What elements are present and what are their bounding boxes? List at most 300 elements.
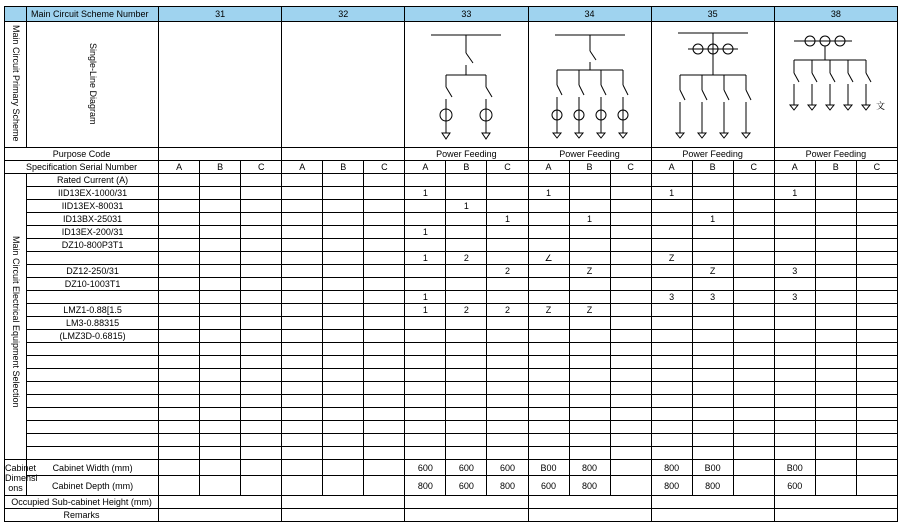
equipment-cell xyxy=(815,200,856,213)
equipment-row xyxy=(5,304,898,317)
equipment-cell xyxy=(323,239,364,252)
rated-current-cell xyxy=(446,174,487,187)
equipment-cell xyxy=(856,369,897,382)
equipment-row xyxy=(5,213,898,226)
equipment-cell xyxy=(815,291,856,304)
equipment-cell xyxy=(856,434,897,447)
rated-current-cell xyxy=(774,174,815,187)
equipment-cell xyxy=(692,356,733,369)
equipment-cell xyxy=(651,226,692,239)
equipment-cell xyxy=(815,213,856,226)
equipment-cell xyxy=(446,213,487,226)
cabinet-depth-row xyxy=(5,476,898,496)
equipment-cell xyxy=(446,356,487,369)
equipment-cell xyxy=(282,330,323,343)
equipment-selection-label: Main Circuit Electrical Equipment Selection xyxy=(5,187,27,460)
equipment-cell xyxy=(241,330,282,343)
equipment-cell xyxy=(323,187,364,200)
subcabinet-height-cell xyxy=(159,496,282,509)
equipment-cell xyxy=(364,330,405,343)
equipment-cell xyxy=(200,421,241,434)
equipment-cell xyxy=(610,317,651,330)
equipment-cell xyxy=(733,408,774,421)
equipment-name xyxy=(27,408,159,421)
equipment-cell: 1 xyxy=(405,252,446,265)
cabinet-depth-cell xyxy=(856,476,897,496)
scheme-number-34: 34 xyxy=(528,7,651,22)
cabinet-width-cell: B00 xyxy=(528,460,569,476)
spec-cell: A xyxy=(774,161,815,174)
equipment-cell xyxy=(528,369,569,382)
equipment-cell xyxy=(815,343,856,356)
equipment-cell xyxy=(610,395,651,408)
spec-serial-label: Specification Serial Number xyxy=(5,161,159,174)
equipment-name xyxy=(27,291,159,304)
equipment-cell xyxy=(241,447,282,460)
spec-cell: C xyxy=(364,161,405,174)
purpose-code-label: Purpose Code xyxy=(5,148,159,161)
cabinet-width-cell xyxy=(856,460,897,476)
equipment-cell: 3 xyxy=(692,291,733,304)
equipment-cell xyxy=(528,395,569,408)
purpose-33: Power Feeding xyxy=(405,148,528,161)
equipment-cell xyxy=(815,304,856,317)
equipment-cell xyxy=(569,291,610,304)
equipment-cell xyxy=(364,421,405,434)
equipment-cell xyxy=(692,278,733,291)
scheme-number-33: 33 xyxy=(405,7,528,22)
equipment-cell xyxy=(774,421,815,434)
equipment-cell xyxy=(733,200,774,213)
equipment-cell xyxy=(856,304,897,317)
equipment-cell xyxy=(651,239,692,252)
equipment-cell xyxy=(200,382,241,395)
equipment-cell xyxy=(200,317,241,330)
equipment-row xyxy=(5,395,898,408)
equipment-cell xyxy=(446,421,487,434)
equipment-cell xyxy=(610,226,651,239)
equipment-cell xyxy=(405,382,446,395)
diagram-35 xyxy=(651,22,774,148)
equipment-cell xyxy=(364,226,405,239)
equipment-cell xyxy=(364,369,405,382)
equipment-cell xyxy=(733,395,774,408)
equipment-cell xyxy=(446,239,487,252)
cabinet-width-cell xyxy=(323,460,364,476)
cabinet-width-cell xyxy=(241,460,282,476)
equipment-row xyxy=(5,317,898,330)
equipment-cell xyxy=(241,317,282,330)
equipment-cell: 3 xyxy=(651,291,692,304)
equipment-row xyxy=(5,343,898,356)
equipment-row xyxy=(5,187,898,200)
equipment-cell xyxy=(159,369,200,382)
equipment-cell xyxy=(774,356,815,369)
equipment-cell: 1 xyxy=(405,304,446,317)
equipment-row xyxy=(5,226,898,239)
scheme-number-31: 31 xyxy=(159,7,282,22)
equipment-cell: 1 xyxy=(569,213,610,226)
spec-cell: C xyxy=(610,161,651,174)
equipment-cell xyxy=(651,356,692,369)
equipment-cell xyxy=(282,265,323,278)
equipment-cell xyxy=(651,408,692,421)
equipment-cell xyxy=(733,421,774,434)
equipment-cell xyxy=(200,291,241,304)
equipment-cell xyxy=(815,408,856,421)
equipment-cell xyxy=(364,265,405,278)
equipment-cell xyxy=(487,382,528,395)
equipment-cell xyxy=(815,434,856,447)
equipment-cell xyxy=(364,252,405,265)
equipment-cell xyxy=(651,343,692,356)
remarks-cell xyxy=(528,509,651,522)
equipment-cell xyxy=(241,382,282,395)
equipment-cell xyxy=(651,330,692,343)
equipment-cell xyxy=(364,343,405,356)
equipment-cell xyxy=(692,369,733,382)
equipment-cell xyxy=(200,343,241,356)
equipment-cell xyxy=(487,317,528,330)
equipment-name: DZ10-800P3T1 xyxy=(27,239,159,252)
equipment-cell xyxy=(774,226,815,239)
equipment-cell xyxy=(815,278,856,291)
equipment-cell xyxy=(856,343,897,356)
equipment-cell xyxy=(241,356,282,369)
cabinet-depth-label: Cabinet Depth (mm) xyxy=(27,476,159,496)
cabinet-depth-cell xyxy=(241,476,282,496)
equipment-cell xyxy=(528,265,569,278)
equipment-name xyxy=(27,356,159,369)
equipment-row xyxy=(5,434,898,447)
equipment-cell xyxy=(487,200,528,213)
equipment-cell xyxy=(200,187,241,200)
equipment-name xyxy=(27,382,159,395)
equipment-name: LMZ1-0.88[1.5 xyxy=(27,304,159,317)
equipment-cell xyxy=(733,291,774,304)
equipment-cell xyxy=(733,226,774,239)
equipment-cell xyxy=(733,252,774,265)
equipment-cell xyxy=(569,317,610,330)
cabinet-depth-cell xyxy=(815,476,856,496)
equipment-cell xyxy=(446,187,487,200)
equipment-cell xyxy=(200,278,241,291)
equipment-cell xyxy=(610,382,651,395)
equipment-cell xyxy=(159,239,200,252)
cabinet-width-cell xyxy=(282,460,323,476)
equipment-cell xyxy=(692,200,733,213)
equipment-cell xyxy=(610,343,651,356)
equipment-cell xyxy=(569,278,610,291)
equipment-cell xyxy=(528,356,569,369)
equipment-cell xyxy=(200,369,241,382)
equipment-cell xyxy=(528,382,569,395)
cabinet-width-cell xyxy=(733,460,774,476)
equipment-cell xyxy=(651,382,692,395)
equipment-cell xyxy=(364,408,405,421)
equipment-cell xyxy=(774,343,815,356)
equipment-cell xyxy=(692,408,733,421)
equipment-cell xyxy=(651,265,692,278)
equipment-cell xyxy=(692,343,733,356)
equipment-cell xyxy=(692,239,733,252)
equipment-row xyxy=(5,369,898,382)
equipment-cell xyxy=(733,330,774,343)
equipment-row xyxy=(5,356,898,369)
equipment-cell xyxy=(282,408,323,421)
equipment-cell xyxy=(774,239,815,252)
equipment-cell xyxy=(569,395,610,408)
equipment-cell xyxy=(610,330,651,343)
equipment-cell xyxy=(610,304,651,317)
equipment-cell xyxy=(446,447,487,460)
equipment-cell xyxy=(856,200,897,213)
cabinet-depth-cell xyxy=(282,476,323,496)
equipment-cell xyxy=(610,252,651,265)
equipment-cell xyxy=(733,382,774,395)
equipment-cell xyxy=(405,369,446,382)
equipment-cell xyxy=(241,200,282,213)
equipment-cell xyxy=(774,252,815,265)
equipment-cell xyxy=(282,317,323,330)
equipment-cell xyxy=(364,239,405,252)
equipment-row xyxy=(5,239,898,252)
equipment-cell xyxy=(815,317,856,330)
equipment-cell xyxy=(569,200,610,213)
equipment-cell xyxy=(405,408,446,421)
equipment-cell xyxy=(159,408,200,421)
equipment-cell xyxy=(528,200,569,213)
equipment-cell xyxy=(651,213,692,226)
equipment-cell xyxy=(610,434,651,447)
equipment-cell xyxy=(405,317,446,330)
spec-cell: C xyxy=(241,161,282,174)
equipment-cell xyxy=(815,330,856,343)
equipment-cell xyxy=(569,447,610,460)
equipment-cell xyxy=(692,421,733,434)
cabinet-dimensions-label: Cabinet Dimensi ons xyxy=(5,460,27,496)
equipment-name: ID13EX-200/31 xyxy=(27,226,159,239)
equipment-cell xyxy=(815,226,856,239)
equipment-cell xyxy=(241,408,282,421)
purpose-32 xyxy=(282,148,405,161)
equipment-cell xyxy=(159,213,200,226)
rated-current-cell xyxy=(159,174,200,187)
equipment-cell xyxy=(733,369,774,382)
equipment-name xyxy=(27,434,159,447)
rated-current-cell xyxy=(856,174,897,187)
equipment-cell xyxy=(323,213,364,226)
equipment-cell xyxy=(651,278,692,291)
single-line-diagram-38 xyxy=(780,25,892,145)
equipment-cell xyxy=(405,239,446,252)
header-row xyxy=(5,7,898,22)
equipment-cell: 1 xyxy=(405,187,446,200)
equipment-cell xyxy=(856,447,897,460)
equipment-cell xyxy=(733,187,774,200)
equipment-cell xyxy=(241,278,282,291)
equipment-cell xyxy=(733,356,774,369)
equipment-cell xyxy=(200,239,241,252)
subcabinet-height-row xyxy=(5,496,898,509)
equipment-name: DZ10-1003T1 xyxy=(27,278,159,291)
equipment-name: LM3-0.88315 xyxy=(27,317,159,330)
equipment-cell: 1 xyxy=(774,187,815,200)
equipment-cell xyxy=(733,304,774,317)
equipment-cell xyxy=(610,187,651,200)
equipment-cell xyxy=(692,395,733,408)
remarks-row xyxy=(5,509,898,522)
equipment-cell xyxy=(856,265,897,278)
single-line-diagram-34 xyxy=(535,25,645,145)
equipment-cell xyxy=(323,278,364,291)
rated-current-cell xyxy=(610,174,651,187)
purpose-35: Power Feeding xyxy=(651,148,774,161)
equipment-cell xyxy=(569,421,610,434)
equipment-cell xyxy=(487,408,528,421)
equipment-cell xyxy=(446,382,487,395)
equipment-cell xyxy=(159,304,200,317)
equipment-name: IID13EX-1000/31 xyxy=(27,187,159,200)
equipment-cell xyxy=(569,187,610,200)
equipment-cell xyxy=(774,330,815,343)
equipment-cell xyxy=(446,434,487,447)
equipment-cell xyxy=(610,200,651,213)
equipment-name xyxy=(27,252,159,265)
equipment-cell xyxy=(159,395,200,408)
subcabinet-height-cell xyxy=(651,496,774,509)
equipment-cell xyxy=(282,395,323,408)
equipment-cell xyxy=(364,395,405,408)
equipment-cell xyxy=(323,265,364,278)
equipment-cell xyxy=(159,343,200,356)
cabinet-depth-cell xyxy=(159,476,200,496)
equipment-cell xyxy=(774,395,815,408)
spec-cell: A xyxy=(159,161,200,174)
equipment-cell xyxy=(610,447,651,460)
cabinet-width-cell: B00 xyxy=(692,460,733,476)
scheme-number-32: 32 xyxy=(282,7,405,22)
cabinet-depth-cell: 800 xyxy=(569,476,610,496)
scheme-number-label: Main Circuit Scheme Number xyxy=(27,7,159,22)
equipment-cell xyxy=(364,434,405,447)
equipment-cell xyxy=(323,291,364,304)
equipment-cell xyxy=(610,408,651,421)
equipment-cell xyxy=(241,213,282,226)
equipment-cell xyxy=(487,226,528,239)
equipment-cell xyxy=(569,226,610,239)
equipment-cell xyxy=(692,447,733,460)
spec-row xyxy=(5,161,898,174)
equipment-cell xyxy=(282,187,323,200)
equipment-cell xyxy=(528,226,569,239)
cabinet-width-label: Cabinet Width (mm) xyxy=(27,460,159,476)
spec-cell: C xyxy=(487,161,528,174)
equipment-cell xyxy=(487,291,528,304)
diagram-38-note: 文 xyxy=(875,101,885,112)
equipment-cell xyxy=(405,213,446,226)
rated-current-cell xyxy=(282,174,323,187)
equipment-cell xyxy=(569,369,610,382)
equipment-cell xyxy=(569,239,610,252)
equipment-cell xyxy=(200,330,241,343)
cabinet-width-cell: B00 xyxy=(774,460,815,476)
equipment-cell xyxy=(282,213,323,226)
equipment-cell xyxy=(159,330,200,343)
equipment-cell xyxy=(323,330,364,343)
equipment-cell xyxy=(856,395,897,408)
equipment-cell xyxy=(159,252,200,265)
equipment-cell xyxy=(774,304,815,317)
purpose-38: Power Feeding xyxy=(774,148,897,161)
equipment-cell xyxy=(774,447,815,460)
cabinet-depth-cell xyxy=(200,476,241,496)
spec-cell: B xyxy=(569,161,610,174)
remarks-cell xyxy=(651,509,774,522)
equipment-name: DZ12-250/31 xyxy=(27,265,159,278)
equipment-cell xyxy=(610,421,651,434)
equipment-cell xyxy=(405,265,446,278)
subcabinet-height-cell xyxy=(774,496,897,509)
equipment-cell: 2 xyxy=(446,252,487,265)
equipment-cell xyxy=(692,330,733,343)
subcabinet-height-cell xyxy=(405,496,528,509)
rated-current-cell xyxy=(487,174,528,187)
equipment-cell xyxy=(856,187,897,200)
spec-cell: A xyxy=(528,161,569,174)
equipment-cell: 1 xyxy=(405,291,446,304)
equipment-row xyxy=(5,278,898,291)
equipment-cell xyxy=(610,278,651,291)
diagram-32 xyxy=(282,22,405,148)
rated-current-spacer xyxy=(5,174,27,187)
equipment-cell xyxy=(241,187,282,200)
equipment-cell xyxy=(200,226,241,239)
equipment-cell xyxy=(733,447,774,460)
single-line-diagram-33 xyxy=(411,25,521,145)
single-line-diagram-35 xyxy=(658,25,768,145)
remarks-label: Remarks xyxy=(5,509,159,522)
equipment-cell xyxy=(692,382,733,395)
cabinet-depth-cell: 800 xyxy=(692,476,733,496)
remarks-cell xyxy=(282,509,405,522)
equipment-cell xyxy=(446,317,487,330)
remarks-cell xyxy=(405,509,528,522)
equipment-cell xyxy=(282,304,323,317)
equipment-cell xyxy=(774,200,815,213)
equipment-cell xyxy=(856,356,897,369)
equipment-cell xyxy=(323,304,364,317)
equipment-cell xyxy=(528,278,569,291)
equipment-cell: 2 xyxy=(487,304,528,317)
equipment-row xyxy=(5,447,898,460)
equipment-cell xyxy=(241,304,282,317)
equipment-name xyxy=(27,447,159,460)
equipment-cell xyxy=(323,200,364,213)
equipment-cell xyxy=(856,317,897,330)
equipment-cell xyxy=(200,408,241,421)
rated-current-row xyxy=(5,174,898,187)
equipment-cell xyxy=(241,252,282,265)
single-line-diagram-label: Single-Line Diagram xyxy=(27,22,159,148)
header-spacer xyxy=(5,7,27,22)
diagram-31 xyxy=(159,22,282,148)
cabinet-depth-cell: 800 xyxy=(405,476,446,496)
equipment-cell xyxy=(569,434,610,447)
equipment-cell xyxy=(815,265,856,278)
cabinet-depth-cell: 600 xyxy=(446,476,487,496)
cabinet-width-cell xyxy=(815,460,856,476)
